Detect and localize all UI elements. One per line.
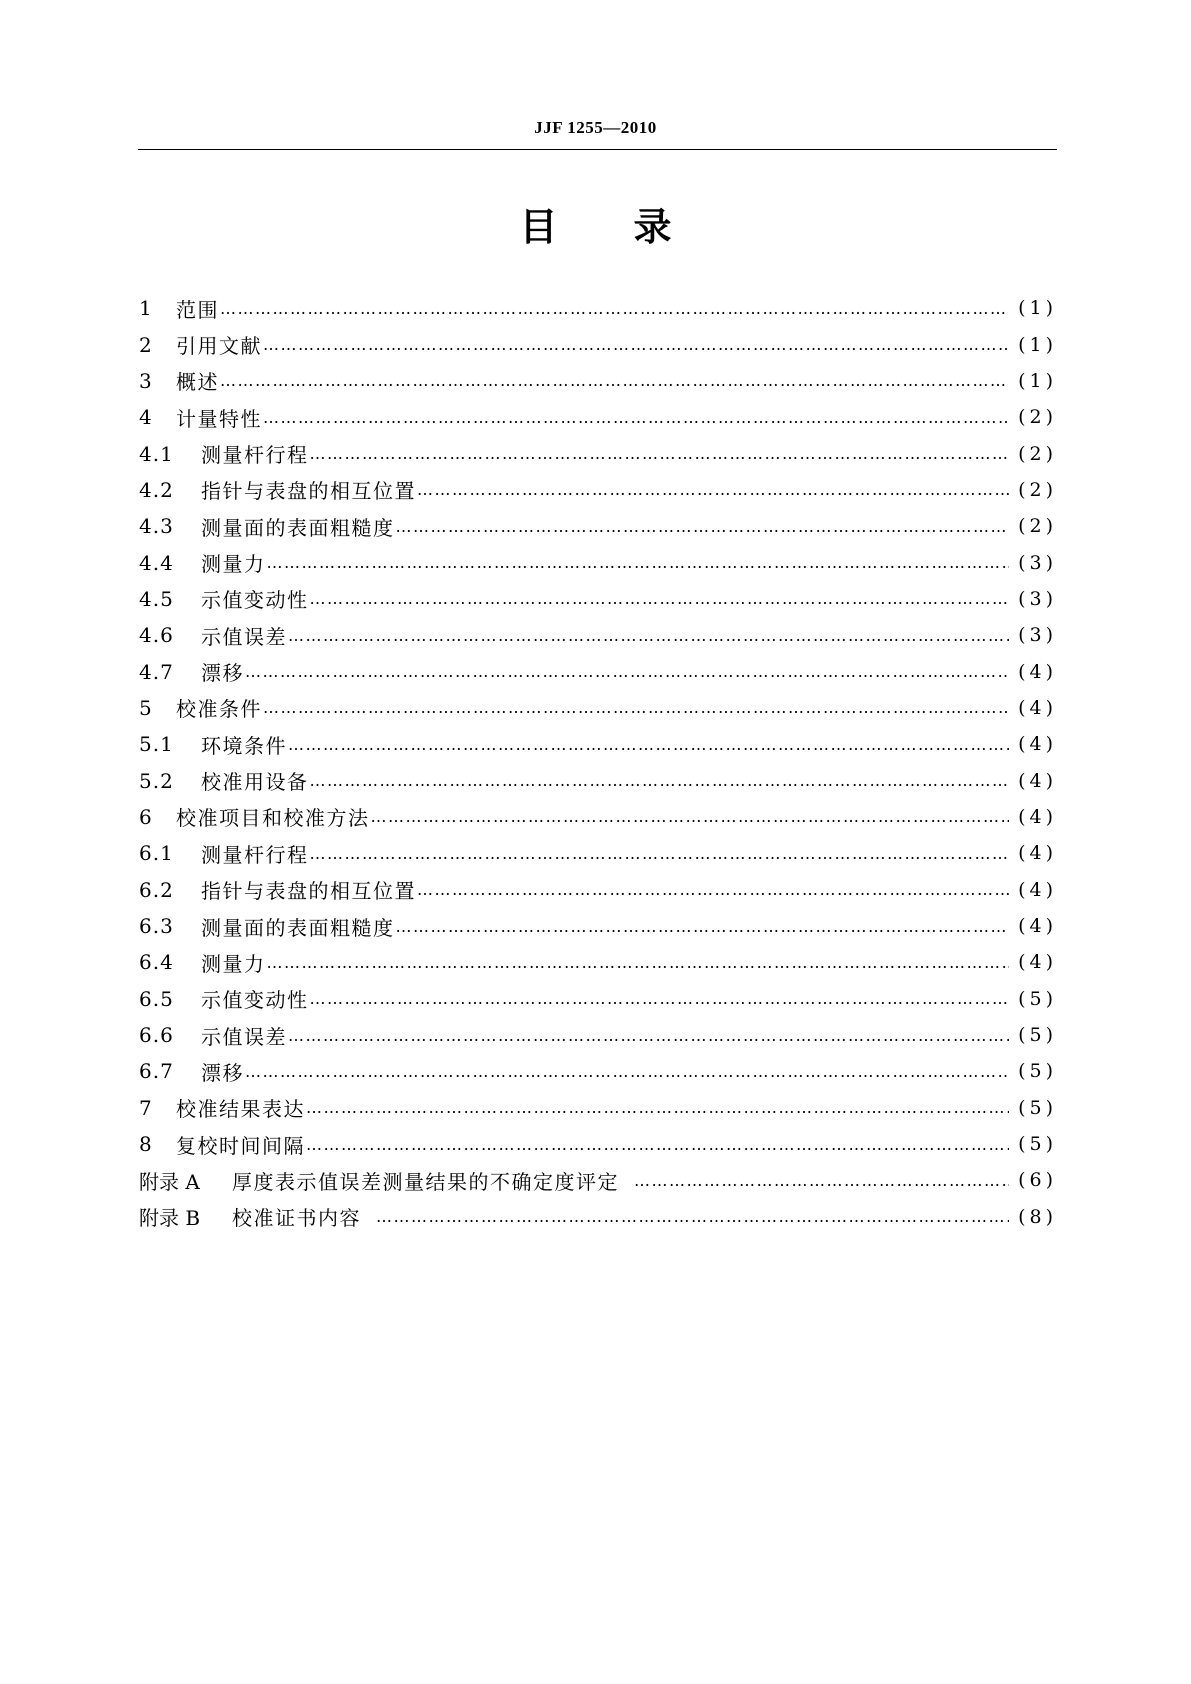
toc-title: 指针与表盘的相互位置: [201, 879, 416, 904]
toc-title: 示值误差: [201, 624, 287, 649]
toc-number: 6.4: [139, 950, 174, 975]
toc-title: 校准条件: [176, 697, 262, 722]
toc-number: 8: [139, 1132, 153, 1157]
toc-leader: [287, 735, 1009, 754]
toc-page: (5): [1018, 987, 1057, 1010]
toc-leader: [262, 698, 1009, 717]
toc-title: 指针与表盘的相互位置: [201, 479, 416, 504]
toc-leader: [305, 1098, 1009, 1117]
toc-leader: [416, 480, 1009, 499]
toc-title: 校准证书内容: [232, 1206, 361, 1231]
toc-entry[interactable]: [139, 908, 1057, 944]
toc-title: 概述: [176, 370, 219, 395]
toc-title: 厚度表示值误差测量结果的不确定度评定: [232, 1169, 619, 1194]
toc-title: 示值误差: [201, 1024, 287, 1049]
toc-leader: [287, 1026, 1009, 1045]
toc-entry[interactable]: [139, 399, 1057, 435]
toc-page: (4): [1018, 951, 1057, 974]
toc-leader: [395, 517, 1010, 536]
toc-number: 6.1: [139, 841, 174, 866]
toc-number: 3: [139, 368, 153, 393]
toc-page: (4): [1018, 696, 1057, 719]
toc-leader: [262, 408, 1009, 427]
toc-title: 漂移: [201, 1060, 244, 1085]
toc-leader: [309, 444, 1010, 463]
page-title: [0, 196, 1191, 251]
toc-title: 校准结果表达: [176, 1097, 305, 1122]
toc-page: (3): [1018, 551, 1057, 574]
toc-number: 4.2: [139, 477, 174, 502]
toc-leader: [305, 1135, 1009, 1154]
toc-number: 6.5: [139, 986, 174, 1011]
toc-entry[interactable]: [139, 1199, 1057, 1235]
toc-number: 6.2: [139, 877, 174, 902]
toc-entry[interactable]: [139, 472, 1057, 508]
toc-entry[interactable]: [139, 653, 1057, 689]
toc-number: 4.3: [139, 514, 174, 539]
toc-page: (4): [1018, 842, 1057, 865]
toc-title: 测量面的表面粗糙度: [201, 915, 395, 940]
toc-number: 4.4: [139, 550, 174, 575]
toc-entry[interactable]: [139, 581, 1057, 617]
toc-number: 附录 B: [139, 1206, 201, 1231]
toc-entry[interactable]: [139, 1162, 1057, 1198]
title-char-2: 录: [633, 205, 672, 249]
header-rule: [138, 149, 1057, 150]
toc-page: (3): [1018, 624, 1057, 647]
toc-title: 漂移: [201, 661, 244, 686]
toc-page: (4): [1018, 878, 1057, 901]
toc-title: 示值变动性: [201, 988, 309, 1013]
toc-leader: [244, 1062, 1009, 1081]
toc-page: (1): [1018, 297, 1057, 320]
toc-page: (3): [1018, 587, 1057, 610]
toc-page: (4): [1018, 915, 1057, 938]
toc-entry[interactable]: [139, 508, 1057, 544]
toc-entry[interactable]: [139, 1090, 1057, 1126]
toc-entry[interactable]: [139, 363, 1057, 399]
toc-page: (1): [1018, 333, 1057, 356]
toc-page: (5): [1018, 1024, 1057, 1047]
toc-entry[interactable]: [139, 944, 1057, 980]
document-code-header: JJF 1255—2010: [534, 118, 657, 137]
toc-leader: [309, 989, 1010, 1008]
toc-entry[interactable]: [139, 835, 1057, 871]
toc-title: 测量力: [201, 552, 266, 577]
toc-page: (1): [1018, 369, 1057, 392]
toc-entry[interactable]: [139, 617, 1057, 653]
toc-entry[interactable]: [139, 726, 1057, 762]
title-char-1: 目: [519, 205, 558, 249]
toc-page: (2): [1018, 515, 1057, 538]
toc-title: 复校时间间隔: [176, 1133, 305, 1158]
table-of-contents: [139, 290, 1057, 1235]
toc-page: (2): [1018, 478, 1057, 501]
toc-entry[interactable]: [139, 1017, 1057, 1053]
toc-page: (6): [1018, 1169, 1057, 1192]
toc-page: (2): [1018, 442, 1057, 465]
toc-page: (4): [1018, 805, 1057, 828]
toc-title: 计量特性: [176, 406, 262, 431]
toc-number: 4.1: [139, 441, 174, 466]
toc-number: 2: [139, 332, 153, 357]
toc-number: 6.6: [139, 1023, 174, 1048]
toc-entry[interactable]: [139, 690, 1057, 726]
toc-number: 4.6: [139, 623, 174, 648]
toc-page: (4): [1018, 769, 1057, 792]
toc-leader: [262, 335, 1009, 354]
toc-number: 5: [139, 695, 153, 720]
toc-title: 示值变动性: [201, 588, 309, 613]
toc-title: 范围: [176, 297, 219, 322]
toc-leader: [309, 844, 1010, 863]
toc-page: (5): [1018, 1133, 1057, 1156]
toc-leader: [309, 589, 1010, 608]
toc-leader: [309, 771, 1010, 790]
toc-leader: [244, 662, 1009, 681]
toc-entry[interactable]: [139, 872, 1057, 908]
toc-page: (8): [1018, 1205, 1057, 1228]
toc-number: 6: [139, 804, 153, 829]
toc-number: 7: [139, 1095, 153, 1120]
toc-leader: [416, 880, 1009, 899]
toc-title: 测量面的表面粗糙度: [201, 515, 395, 540]
toc-leader: [219, 299, 1009, 318]
toc-title: 环境条件: [201, 733, 287, 758]
toc-title: 引用文献: [176, 334, 262, 359]
toc-entry[interactable]: [139, 981, 1057, 1017]
toc-leader: [395, 917, 1010, 936]
toc-page: (2): [1018, 406, 1057, 429]
toc-title: 校准用设备: [201, 770, 309, 795]
toc-number: 附录 A: [139, 1169, 200, 1194]
toc-entry[interactable]: [139, 290, 1057, 326]
toc-title: 测量力: [201, 951, 266, 976]
toc-page: (5): [1018, 1096, 1057, 1119]
toc-number: 4.7: [139, 659, 174, 684]
toc-entry[interactable]: [139, 762, 1057, 798]
toc-leader: [375, 1207, 1009, 1226]
toc-leader: [219, 371, 1009, 390]
toc-number: 5.2: [139, 768, 174, 793]
toc-number: 1: [139, 296, 153, 321]
toc-page: (4): [1018, 660, 1057, 683]
toc-entry[interactable]: [139, 435, 1057, 471]
toc-leader: [266, 553, 1010, 572]
toc-page: (5): [1018, 1060, 1057, 1083]
toc-entry[interactable]: [139, 1053, 1057, 1089]
toc-number: 4.5: [139, 586, 174, 611]
toc-number: 5.1: [139, 732, 174, 757]
toc-page: (4): [1018, 733, 1057, 756]
toc-entry[interactable]: [139, 1126, 1057, 1162]
toc-leader: [266, 953, 1010, 972]
toc-leader: [633, 1171, 1009, 1190]
toc-entry[interactable]: [139, 799, 1057, 835]
toc-title: 测量杆行程: [201, 443, 309, 468]
toc-title: 校准项目和校准方法: [176, 806, 370, 831]
toc-number: 6.7: [139, 1059, 174, 1084]
toc-number: 6.3: [139, 914, 174, 939]
toc-number: 4: [139, 405, 153, 430]
toc-leader: [370, 807, 1010, 826]
toc-entry[interactable]: [139, 544, 1057, 580]
toc-entry[interactable]: [139, 326, 1057, 362]
toc-title: 测量杆行程: [201, 842, 309, 867]
toc-leader: [287, 626, 1009, 645]
